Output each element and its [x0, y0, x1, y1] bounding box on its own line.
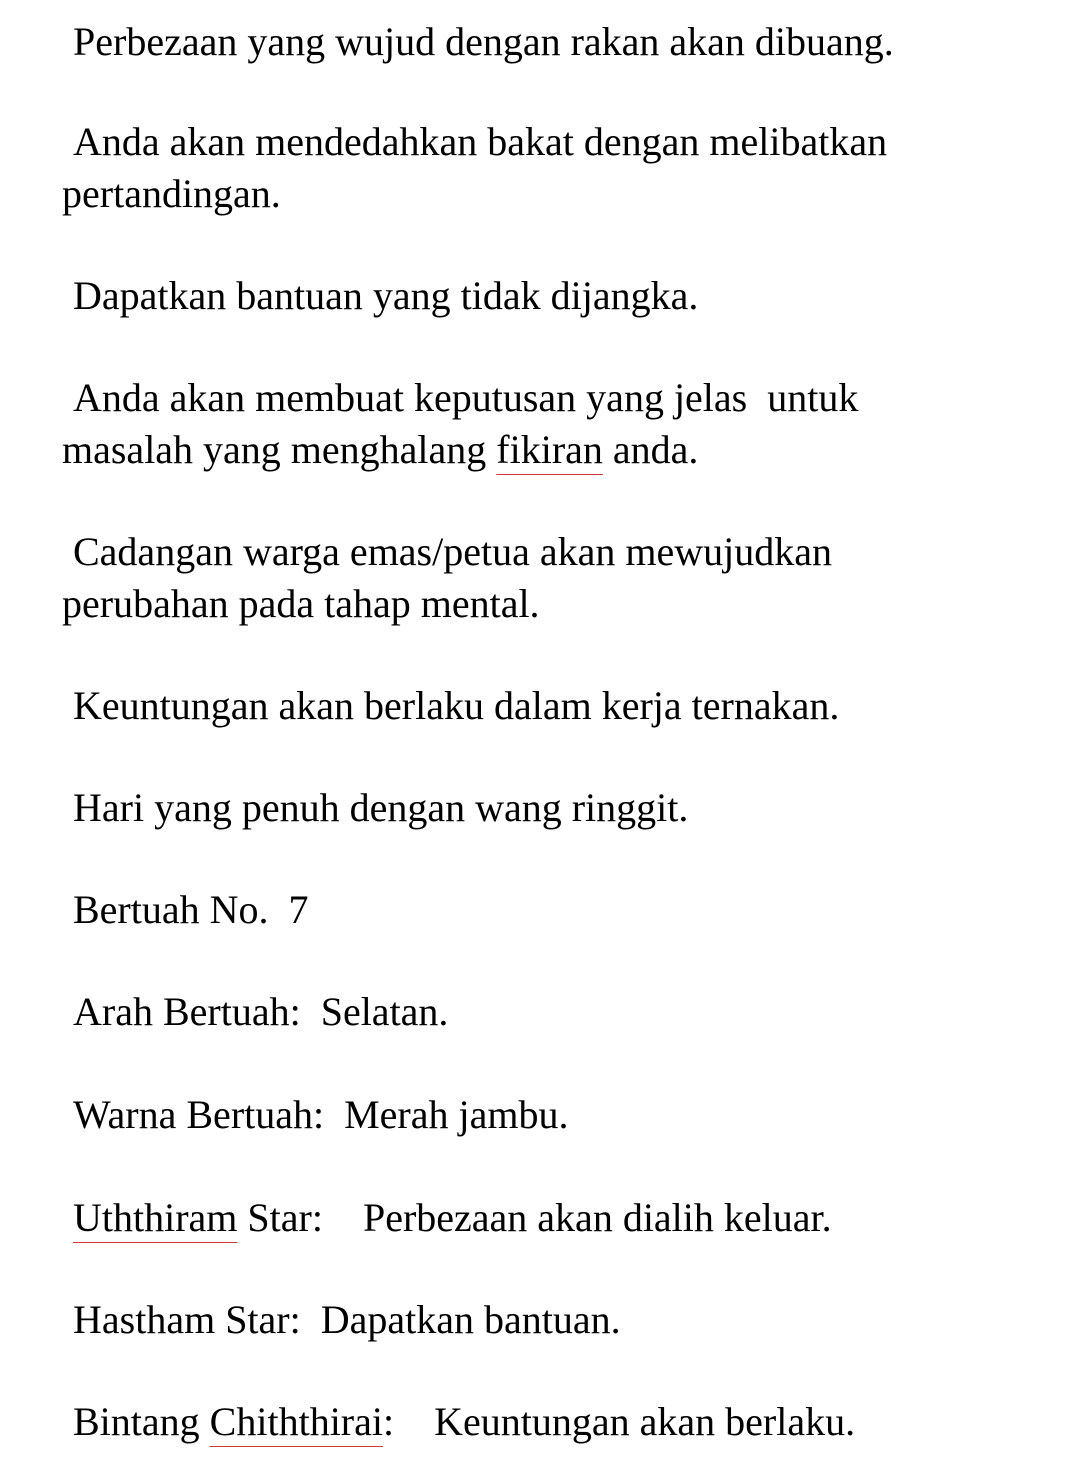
paragraph-text: Cadangan warga emas/petua akan mewujudkan: [73, 529, 832, 574]
paragraph-lucky-color: [62, 1089, 1022, 1141]
paragraph-text: Hari yang penuh dengan wang ringgit.: [73, 785, 689, 830]
paragraph-2: [62, 116, 1022, 220]
paragraph-text: Anda akan membuat keputusan yang jelas untuk: [73, 375, 859, 420]
paragraph-uththiram-star: [62, 1192, 1022, 1244]
spellcheck-flagged-word[interactable]: Chiththirai: [209, 1399, 383, 1444]
paragraph-text-continued: perubahan pada tahap mental.: [62, 581, 540, 626]
paragraph-7: [62, 782, 1022, 834]
paragraph-4: [62, 372, 1022, 476]
paragraph-5: [62, 526, 1022, 630]
spellcheck-flagged-word[interactable]: fikiran: [496, 427, 603, 472]
paragraph-hastham-star: [62, 1294, 1022, 1346]
paragraph-1: [62, 16, 1022, 68]
spellcheck-flagged-word[interactable]: Uththiram: [73, 1195, 238, 1240]
paragraph-6: [62, 680, 1022, 732]
paragraph-lucky-number: [62, 884, 1022, 936]
paragraph-text: Keuntungan akan berlaku dalam kerja ternakan.: [73, 683, 840, 728]
paragraph-3: [62, 270, 1022, 322]
star-text: : Keuntungan akan berlaku.: [383, 1399, 856, 1444]
paragraph-text-continued: anda.: [602, 427, 699, 472]
paragraph-chiththirai-star: [62, 1396, 1022, 1448]
paragraph-text: Anda akan mendedahkan bakat dengan melibatkan: [73, 119, 888, 164]
lucky-number-text: Bertuah No. 7: [73, 887, 309, 932]
star-text: Bintang: [73, 1399, 210, 1444]
star-text: Hastham Star: Dapatkan bantuan.: [73, 1297, 621, 1342]
paragraph-lucky-direction: [62, 986, 1022, 1038]
lucky-color-text: Warna Bertuah: Merah jambu.: [73, 1092, 569, 1137]
star-text: Star: Perbezaan akan dialih keluar.: [237, 1195, 832, 1240]
paragraph-text: Dapatkan bantuan yang tidak dijangka.: [73, 273, 699, 318]
paragraph-text-continued: masalah yang menghalang: [62, 427, 497, 472]
lucky-direction-text: Arah Bertuah: Selatan.: [73, 989, 449, 1034]
paragraph-text: Perbezaan yang wujud dengan rakan akan dibuang.: [73, 19, 894, 64]
paragraph-text-continued: pertandingan.: [62, 171, 281, 216]
